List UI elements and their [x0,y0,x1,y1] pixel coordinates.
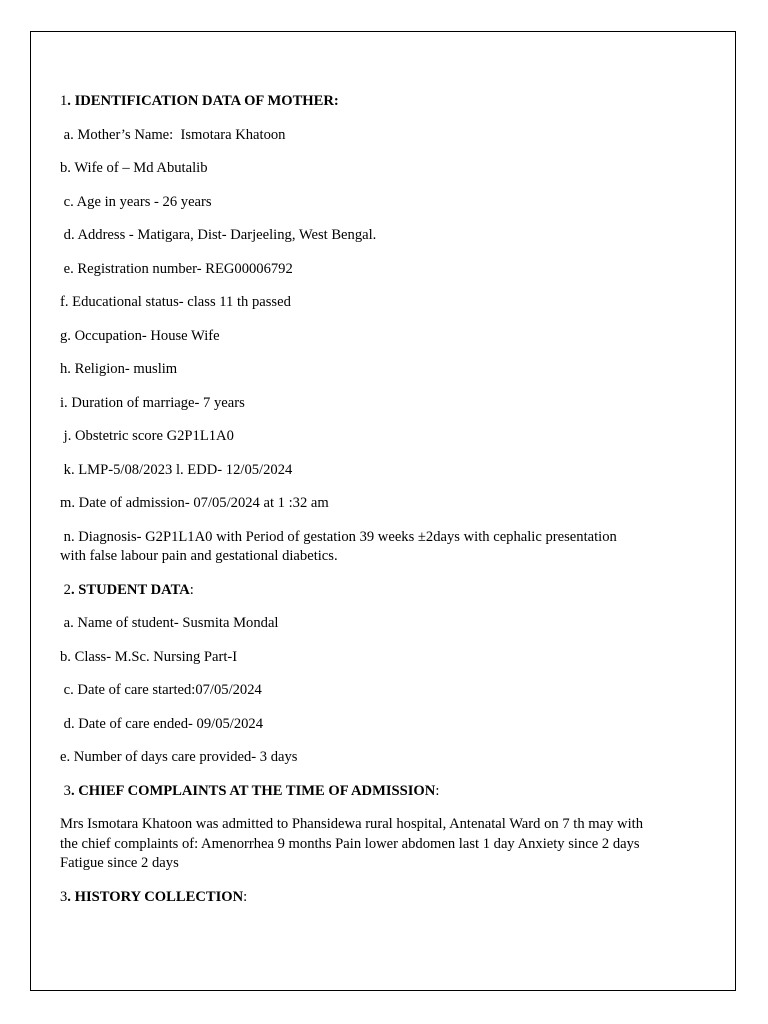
section-title: . CHIEF COMPLAINTS AT THE TIME OF ADMISSION [70,782,436,799]
address-line: d. Address - Matigara, Dist- Darjeeling, West Bengal. [60,227,377,243]
obstetric-score-line: j. Obstetric score G2P1L1A0 [60,428,234,444]
student-class-line: b. Class- M.Sc. Nursing Part-I [60,648,238,665]
marriage-duration-line: i. Duration of marriage- 7 years [60,394,245,411]
section-suffix: : [435,782,440,799]
section-heading-student [60,581,645,601]
section-title: . IDENTIFICATION DATA OF MOTHER: [67,93,339,109]
section-number: 3 [60,888,68,905]
lmp-edd-line: k. LMP-5/08/2023 l. EDD- 12/05/2024 [60,461,293,478]
section-number: 3 [60,782,71,799]
mother-name-line: a. Mother’s Name: Ismotara Khatoon [60,126,286,143]
section-heading-identification [60,92,645,112]
age-line: c. Age in years - 26 years [60,193,212,210]
section-heading-history [60,888,645,908]
section-suffix: : [243,888,248,905]
section-number: 1 [60,93,68,109]
diagnosis-line: n. Diagnosis- G2P1L1A0 with Period of gestation 39 weeks ±2days with cephalic presentation with false labour pain and gestational diabetics. [60,528,621,564]
admission-date-line: m. Date of admission- 07/05/2024 at 1 :32 am [60,495,329,511]
registration-line: e. Registration number- REG00006792 [60,260,293,277]
section-title: . STUDENT DATA [70,581,190,598]
wife-of-line: b. Wife of – Md Abutalib [60,160,208,176]
occupation-line: g. Occupation- House Wife [60,327,220,344]
care-started-line: c. Date of care started:07/05/2024 [60,682,262,698]
complaints-body: Mrs Ismotara Khatoon was admitted to Phansidewa rural hospital, Antenatal Ward on 7 th may with the chief complaints of: Amenorrhea 9 months Pain lower abdomen last 1 day Anxiety since 2 days Fatigue since 2 days [60,816,647,871]
student-name-line: a. Name of student- Susmita Mondal [60,615,279,631]
document-content [60,62,645,921]
section-heading-complaints [60,782,645,802]
section-number: 2 [60,581,71,598]
care-days-line: e. Number of days care provided- 3 days [60,749,298,765]
care-ended-line: d. Date of care ended- 09/05/2024 [60,715,264,732]
section-suffix: : [189,581,194,598]
section-title: . HISTORY COLLECTION [67,888,244,905]
education-line: f. Educational status- class 11 th passed [60,294,291,310]
religion-line: h. Religion- muslim [60,361,178,377]
